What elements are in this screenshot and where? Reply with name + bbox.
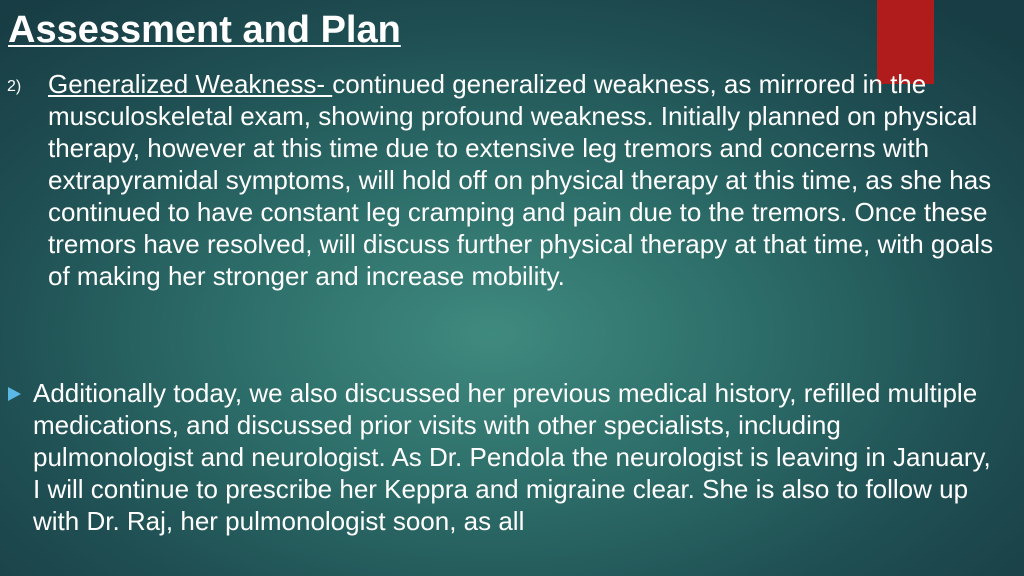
list-number: 2): [7, 78, 22, 95]
slide-title: Assessment and Plan: [8, 9, 401, 51]
bullet-item-text: Additionally today, we also discussed her previous medical history, refilled multiple medications, and discussed prior visits with other specialists, including pulmonologist and neurologist. As Dr. Pendola the neurologist is leaving in January, I will continue to prescribe her Keppra and migraine clear. She is also to follow up with Dr. Raj, her pulmonologist soon, as all: [33, 378, 991, 536]
item-heading: Generalized Weakness-: [48, 69, 333, 99]
triangle-right-icon: [8, 387, 21, 401]
numbered-item-text: [48, 68, 1008, 292]
item-body: continued generalized weakness, as mirrored in the musculoskeletal exam, showing profound weakness. Initially planned on physical therapy, however at this time due to extensive leg tremors and concerns with extrapyramidal symptoms, will hold off on physical therapy at this time, as she has continued to have constant leg cramping and pain due to the tremors. Once these tremors have resolved, will discuss further physical therapy at that time, with goals of making her stronger and increase mobility.: [48, 69, 994, 291]
